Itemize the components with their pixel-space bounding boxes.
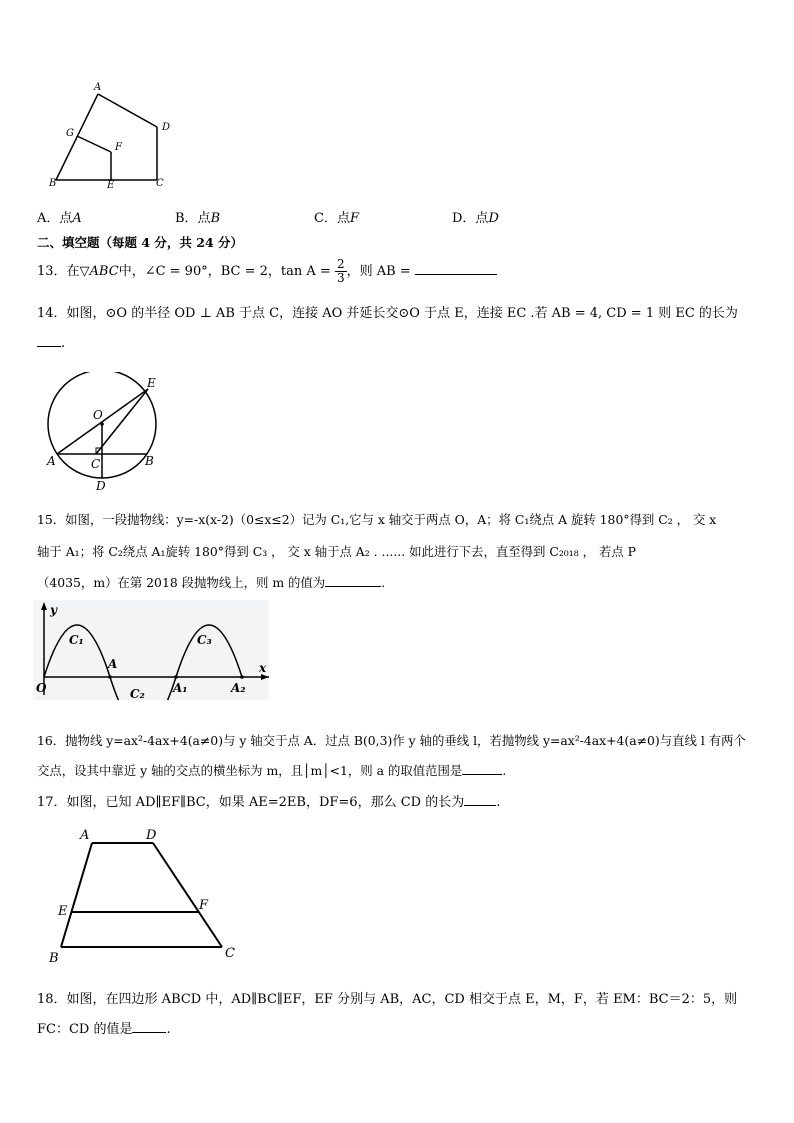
label-C: C [91,457,101,471]
label-C1: C₁ [69,633,84,647]
point-label-C: C [156,178,164,189]
label-A2: A₂ [231,681,246,695]
question-14-line2: . [37,336,65,351]
question-15-line1: 15．如图，一段抛物线：y=-x(x-2)（0≤x≤2）记为 C₁,它与 x 轴交于两点 O，A；将 C₁绕点 A 旋转 180°得到 C₂ ， 交 x [37,512,717,527]
option-b: B．点B [175,211,221,226]
question-18-line1: 18．如图，在四边形 ABCD 中，AD∥BC∥EF，EF 分别与 AB，AC，CD 相交于点 E，M，F，若 EM：BC＝2：5，则 [37,992,738,1007]
label-F: F [199,898,209,913]
label-O: O [36,681,47,695]
option-c: C．点F [314,211,359,226]
q13-numerator: 2 [336,257,345,271]
option-a: A．点A [37,211,82,226]
answer-blank-16[interactable] [462,773,502,775]
label-A: A [80,828,90,843]
q13-text3: ，则 AB = [346,264,411,279]
question-16-line2: 交点，设其中靠近 y 轴的交点的横坐标为 m，且│m│<1，则 a 的取值范围是 . [37,763,507,778]
question-17: 17．如图，已知 AD∥EF∥BC，如果 AE=2EB，DF=6，那么 CD 的长为 . [37,795,501,810]
point-label-G: G [66,128,74,139]
q13-text1: 13．在 [37,264,80,279]
q13-denominator: 3 [336,271,345,285]
label-C2: C₂ [130,687,145,700]
answer-blank-17[interactable] [464,804,496,806]
label-A: A [47,454,56,468]
q13-triangle: ▽ABC [79,264,119,279]
label-D: D [96,479,106,493]
label-C: C [225,946,235,961]
point-label-F: F [115,142,122,153]
answer-blank-18[interactable] [132,1031,166,1033]
question-15-line3: （4035，m）在第 2018 段抛物线上，则 m 的值为 . [37,575,386,590]
point-label-A: A [94,82,102,93]
label-B: B [49,951,59,966]
figure-parabolas-q15 [33,600,269,700]
q13-text2: 中，∠C = 90°，BC = 2，tan A = [118,264,331,279]
label-E: E [58,904,68,919]
label-x: x [259,661,267,675]
label-E: E [147,376,156,390]
figure-trapezoid-q17 [45,822,245,967]
point-label-E: E [107,180,115,191]
figure-circle-q14 [40,372,170,497]
label-O: O [93,408,103,422]
question-13 [37,258,497,285]
label-A1: A₁ [173,681,188,695]
point-label-B: B [49,178,57,189]
label-y: y [50,603,57,617]
answer-blank-13[interactable] [415,273,497,275]
figure-quadrilateral-q12 [45,80,185,195]
section-heading: 二、填空题（每题 4 分，共 24 分） [37,235,244,250]
q13-fraction [335,258,347,285]
point-label-D: D [162,122,171,133]
label-D: D [146,828,157,843]
label-C3: C₃ [197,633,212,647]
label-A: A [108,657,118,671]
question-15-line2: 轴于 A₁；将 C₂绕点 A₁旋转 180°得到 C₃ ， 交 x 轴于点 A₂ . ...... 如此进行下去，直至得到 C₂₀₁₈ ， 若点 P [37,544,637,559]
question-16-line1: 16．抛物线 y=ax²-4ax+4(a≠0)与 y 轴交于点 A．过点 B(0,3)作 y 轴的垂线 l，若抛物线 y=ax²-4ax+4(a≠0)与直线 l 有两个 [37,733,746,748]
answer-blank-15[interactable] [325,585,381,587]
question-14-line1: 14．如图，⊙O 的半径 OD ⊥ AB 于点 C，连接 AO 并延长交⊙O 于点 E，连接 EC .若 AB = 4, CD = 1 则 EC 的长为 [37,306,738,321]
label-B: B [145,454,154,468]
question-18-line2: FC：CD 的值是 . [37,1022,171,1037]
option-d: D．点D [452,211,499,226]
answer-blank-14[interactable] [37,345,61,347]
